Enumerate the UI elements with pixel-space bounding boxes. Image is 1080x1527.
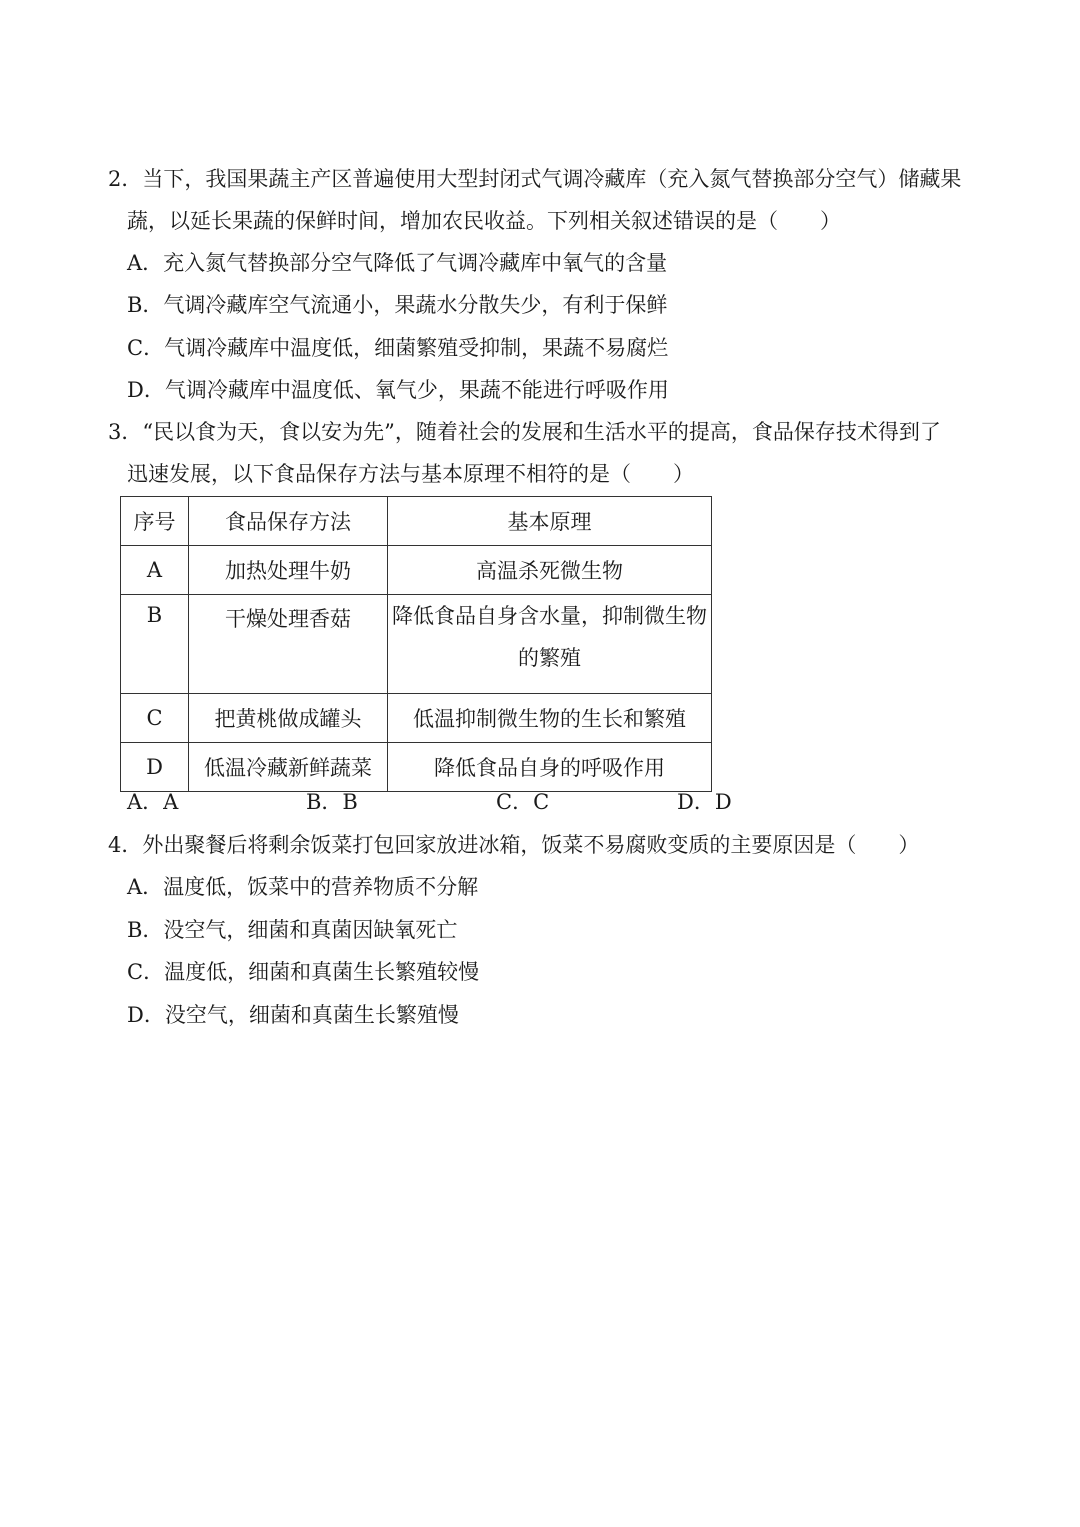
q2-option-c: C．气调冷藏库中温度低，细菌繁殖受抑制，果蔬不易腐烂	[127, 336, 669, 360]
table-cell-method: 低温冷藏新鲜蔬菜	[189, 743, 388, 792]
table-cell-id: C	[121, 694, 189, 743]
table-cell-principle: 高温杀死微生物	[388, 546, 712, 595]
q3-table	[120, 496, 712, 792]
table-cell-principle: 降低食品自身的呼吸作用	[388, 743, 712, 792]
q2-option-b: B．气调冷藏库空气流通小，果蔬水分散失少，有利于保鲜	[127, 293, 668, 317]
table-cell-id: B	[121, 595, 189, 694]
table-cell-id: A	[121, 546, 189, 595]
q3-option-d: D．D	[677, 790, 732, 814]
table-row	[121, 694, 712, 743]
table-header-method: 食品保存方法	[189, 497, 388, 546]
table-header-principle: 基本原理	[388, 497, 712, 546]
table-row	[121, 546, 712, 595]
q2-stem-line2: 蔬，以延长果蔬的保鲜时间，增加农民收益。下列相关叙述错误的是（ ）	[127, 209, 841, 233]
q3-stem-line2: 迅速发展，以下食品保存方法与基本原理不相符的是（ ）	[127, 462, 694, 486]
table-cell-method: 把黄桃做成罐头	[189, 694, 388, 743]
q4-option-b: B．没空气，细菌和真菌因缺氧死亡	[127, 918, 458, 942]
table-row	[121, 743, 712, 792]
q3-option-b: B．B	[306, 790, 358, 814]
q2-option-d: D．气调冷藏库中温度低、氧气少，果蔬不能进行呼吸作用	[127, 378, 669, 402]
table-row	[121, 595, 712, 694]
q3-option-c: C．C	[496, 790, 550, 814]
table-header-id: 序号	[121, 497, 189, 546]
q4-option-d: D．没空气，细菌和真菌生长繁殖慢	[127, 1003, 459, 1027]
q3-option-a: A．A	[127, 790, 179, 814]
q2-stem-line1: 2．当下，我国果蔬主产区普遍使用大型封闭式气调冷藏库（充入氮气替换部分空气）储藏果	[108, 167, 962, 191]
table-cell-principle: 低温抑制微生物的生长和繁殖	[388, 694, 712, 743]
table-cell-method: 加热处理牛奶	[189, 546, 388, 595]
q4-stem: 4．外出聚餐后将剩余饭菜打包回家放进冰箱，饭菜不易腐败变质的主要原因是（ ）	[108, 833, 920, 857]
q2-option-a: A．充入氮气替换部分空气降低了气调冷藏库中氧气的含量	[127, 251, 668, 275]
q3-stem-line1: 3．“民以食为天，食以安为先”，随着社会的发展和生活水平的提高，食品保存技术得到了	[108, 420, 941, 444]
table-cell-method: 干燥处理香菇	[189, 595, 388, 694]
table-cell-id: D	[121, 743, 189, 792]
q4-option-c: C．温度低，细菌和真菌生长繁殖较慢	[127, 960, 480, 984]
q4-option-a: A．温度低，饭菜中的营养物质不分解	[127, 875, 479, 899]
table-cell-principle: 降低食品自身含水量，抑制微生物的繁殖	[388, 595, 712, 694]
table-header-row	[121, 497, 712, 546]
